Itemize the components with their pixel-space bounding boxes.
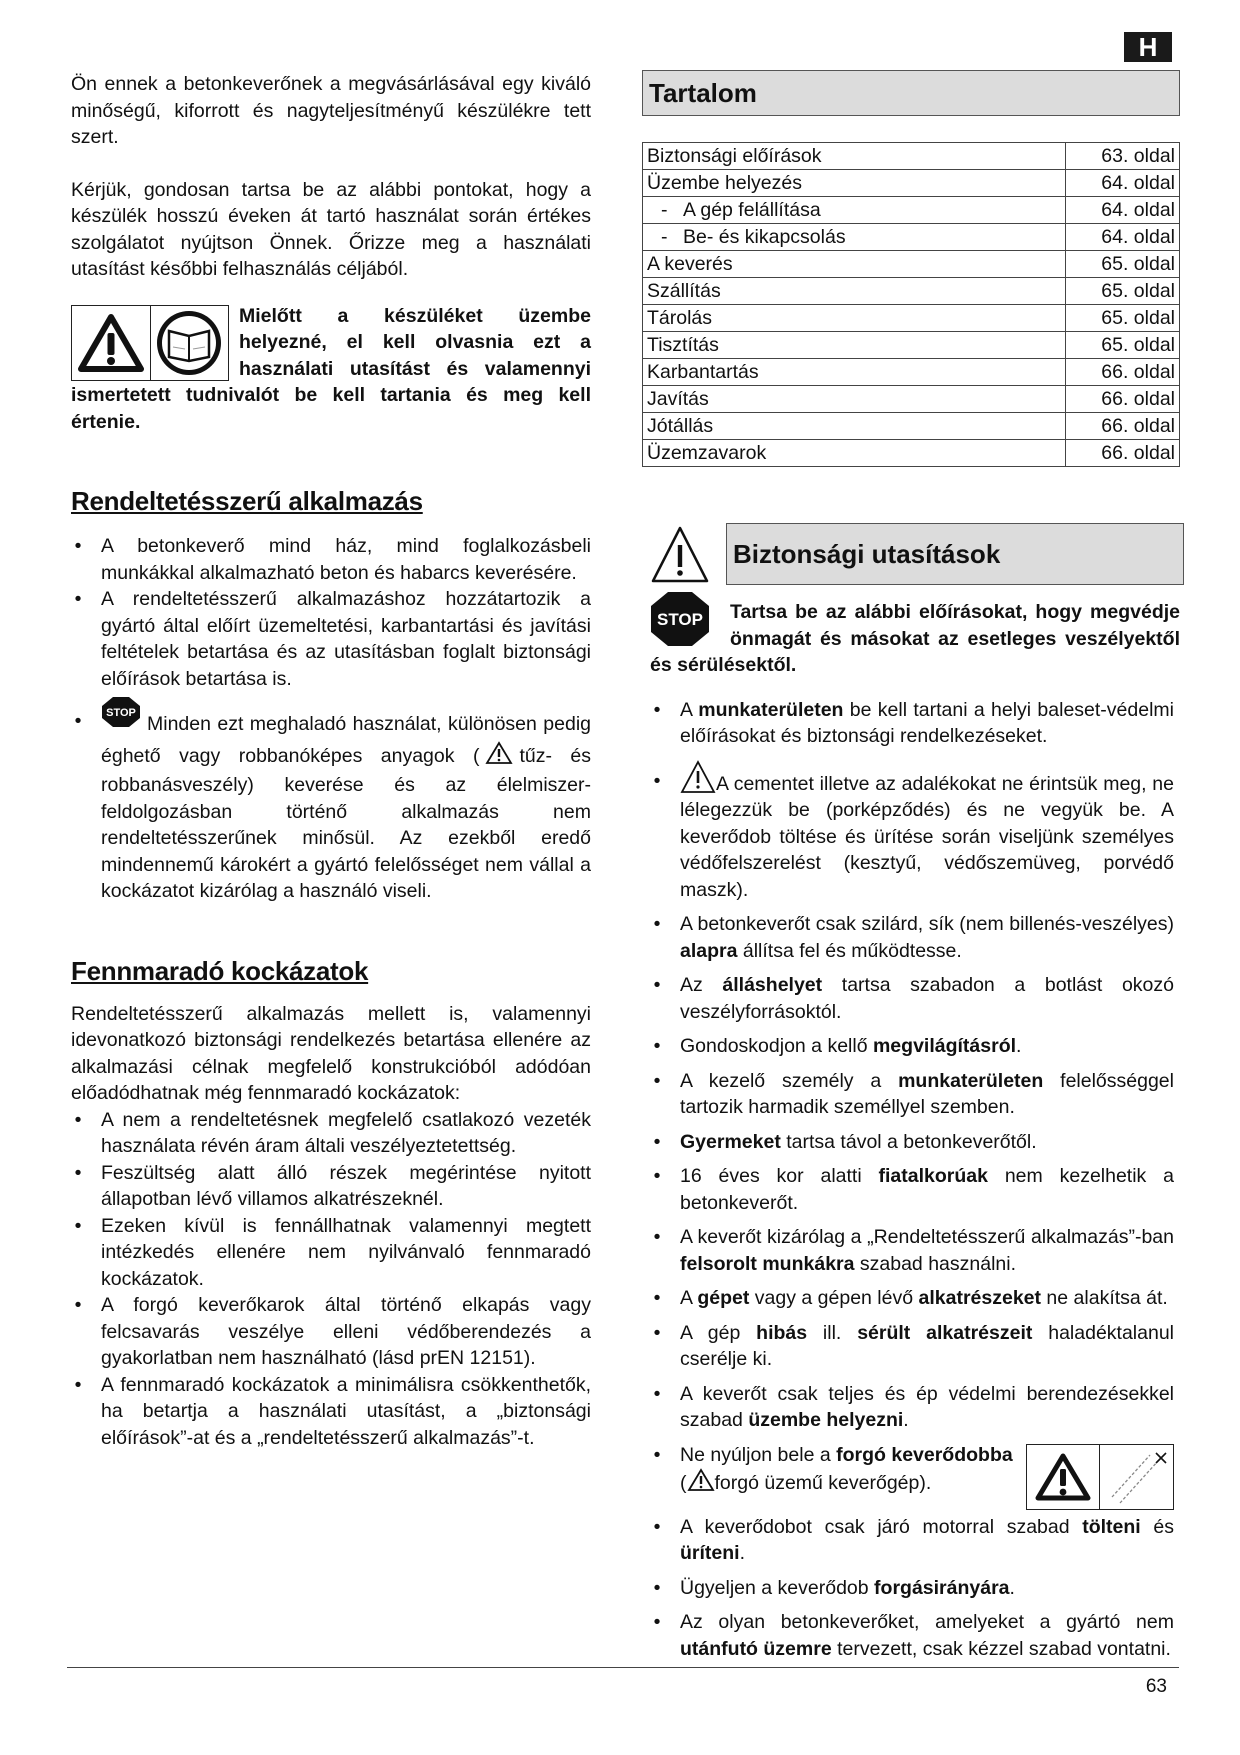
toc-row	[643, 332, 1180, 359]
toc-entry-label: Tisztítás	[643, 332, 1066, 359]
toc-entry-page: 65. oldal	[1066, 278, 1180, 305]
read-manual-icon	[151, 306, 229, 380]
list-item: • A keverőt kizárólag a „Rendeltetésszerű alkalmazás”-ban felsorolt munkákra szabad használni.	[653, 1226, 1174, 1275]
left-column	[71, 71, 591, 1451]
toc-row	[643, 440, 1180, 467]
toc-entry-label: Karbantartás	[643, 359, 1066, 386]
page-number: 63	[1145, 1676, 1167, 1697]
toc-entry-page: 65. oldal	[1066, 305, 1180, 332]
toc-row	[643, 278, 1180, 305]
intended-use-heading: Rendeltetésszerű alkalmazás	[71, 486, 423, 516]
toc-heading: Tartalom	[642, 70, 1180, 116]
toc-row	[643, 413, 1180, 440]
list-item: • Ezeken kívül is fennállhatnak valamennyi megtett intézkedés ellenére nem nyilvánvaló fennmaradó kockázatok.	[74, 1214, 591, 1290]
list-item: • A gépet vagy a gépen lévő alkatrészeket ne alakítsa át.	[653, 1287, 1168, 1309]
intended-use-list	[71, 533, 591, 905]
toc-entry-page: 66. oldal	[1066, 440, 1180, 467]
toc-entry-page: 64. oldal	[1066, 224, 1180, 251]
list-item: • A nem a rendeltetésnek megfelelő csatlakozó vezeték használata révén áram általi veszélyeztetettség.	[74, 1108, 591, 1157]
warning-triangle-icon	[650, 525, 710, 585]
rotating-drum-warning-box	[1026, 1444, 1174, 1510]
hand-in-drum-icon	[1100, 1445, 1173, 1509]
list-item: • Feszültség alatt álló részek megérintése nyitott állapotban lévő villamos alkatrészeknél.	[74, 1161, 591, 1210]
warning-triangle-icon	[485, 741, 513, 765]
toc-row	[643, 359, 1180, 386]
list-item: • A munkaterületen be kell tartani a helyi baleset-védelmi előírásokat és biztonsági rendelkezéseket.	[653, 698, 1174, 747]
residual-risks-list	[71, 1107, 591, 1452]
list-item: • A betonkeverő mind ház, mind foglalkozásbeli munkákkal alkalmazható beton és habarcs keverésére.	[74, 535, 591, 584]
warning-triangle-icon	[72, 306, 151, 380]
toc-entry-page: 66. oldal	[1066, 386, 1180, 413]
warning-block	[71, 303, 591, 436]
stop-notice	[642, 599, 1180, 679]
stop-icon	[650, 591, 710, 647]
list-item: • Ügyeljen a keverődob forgásirányára.	[653, 1576, 1015, 1599]
toc-entry-page: 63. oldal	[1066, 143, 1180, 170]
toc-row	[643, 386, 1180, 413]
language-badge: H	[1124, 32, 1172, 62]
toc-table	[642, 142, 1180, 467]
toc-entry-label: Javítás	[643, 386, 1066, 413]
list-item: • 16 éves kor alatti fiatalkorúak nem kezelhetik a betonkeverőt.	[653, 1165, 1174, 1214]
safety-section	[642, 523, 1180, 587]
list-item: • A rendeltetésszerű alkalmazáshoz hozzátartozik a gyártó által előírt üzemeltetési, karbantartási és javítási feltételek betartása és az utasításban foglalt biztonsági előírások betartása is.	[74, 588, 591, 690]
toc-entry-label: A keverés	[643, 251, 1066, 278]
residual-risks-intro: Rendeltetésszerű alkalmazás mellett is, valamennyi idevonatkozó biztonsági rendelkezés betartása ellenére az alkalmazási célnak megfelelő konstrukcióból adódóan előadódhatnak még fennmaradó kockázatok:	[71, 1002, 591, 1104]
list-item: • A betonkeverőt csak szilárd, sík (nem billenés-veszélyes) alapra állítsa fel és működtesse.	[653, 913, 1174, 962]
toc-entry-label: - A gép felállítása	[643, 197, 1066, 224]
toc-entry-label: - Be- és kikapcsolás	[643, 224, 1066, 251]
svg-text:STOP: STOP	[657, 610, 703, 629]
right-column	[642, 70, 1180, 1662]
toc-entry-label: Biztonsági előírások	[643, 143, 1066, 170]
list-item: • A cementet illetve az adalékokat ne érintsük meg, ne lélegezzük be (porképződés) és ne vegyük be. A keverődob töltése és ürítése során viseljünk személyes védőfelszerelést (kesztyű, védőszemüveg, porvédő maszk).	[650, 760, 1174, 904]
list-item: • Az olyan betonkeverőket, amelyeket a gyártó nem utánfutó üzemre tervezett, csak kézzel szabad vontatni.	[653, 1611, 1174, 1660]
toc-entry-page: 64. oldal	[1066, 170, 1180, 197]
warning-triangle-icon	[680, 760, 716, 794]
toc-row	[643, 143, 1180, 170]
stop-icon	[101, 696, 141, 728]
toc-entry-label: Üzembe helyezés	[643, 170, 1066, 197]
warning-read-manual-text: Mielőtt a készüléket üzembe helyezné, el kell olvasnia ezt a használati utasítást és valamennyi ismertetett tudnivalót be kell tartania és meg kell értenie.	[71, 304, 591, 433]
toc-row	[643, 197, 1180, 224]
toc-entry-label: Jótállás	[643, 413, 1066, 440]
list-item: • A kezelő személy a munkaterületen felelősséggel tartozik harmadik személlyel szemben.	[653, 1069, 1174, 1118]
safety-heading: Biztonsági utasítások	[726, 523, 1184, 585]
toc-row	[643, 170, 1180, 197]
safety-list	[642, 697, 1174, 1663]
toc-entry-label: Üzemzavarok	[643, 440, 1066, 467]
toc-entry-page: 66. oldal	[1066, 359, 1180, 386]
residual-risks-heading: Fennmaradó kockázatok	[71, 955, 369, 986]
list-item: • Ne nyúljon bele a forgó keverődobba ( forgó üzemű keverőgép).	[650, 1442, 1174, 1506]
toc-entry-page: 64. oldal	[1066, 197, 1180, 224]
svg-text:STOP: STOP	[106, 707, 136, 719]
list-item: • A fennmaradó kockázatok a minimálisra csökkenthetők, ha betartja a használati utasítást, a „biztonsági előírások”-at és a „rendeltetésszerű alkalmazás”-t.	[74, 1373, 591, 1449]
list-item: • Az álláshelyet tartsa szabadon a botlást okozó veszélyforrásoktól.	[653, 974, 1174, 1023]
list-item: • Gyermeket tartsa távol a betonkeverőtől.	[653, 1130, 1037, 1153]
toc-entry-page: 65. oldal	[1066, 332, 1180, 359]
toc-row	[643, 305, 1180, 332]
list-item: • A keverődobot csak járó motorral szabad tölteni és üríteni.	[653, 1515, 1174, 1564]
stop-notice-text: Tartsa be az alábbi előírásokat, hogy megvédje önmagát és másokat az esetleges veszélyektől és sérülésektől.	[650, 601, 1180, 676]
toc-entry-label: Szállítás	[643, 278, 1066, 305]
intro-paragraph-2: Kérjük, gondosan tartsa be az alábbi pontokat, hogy a készülék hosszú éveken át tartó használat során értékes szolgálatot nyújtson Önnek. Őrizze meg a használati utasítást későbbi felhasználás céljából.	[71, 178, 591, 280]
toc-row	[643, 251, 1180, 278]
list-item: • A keverőt csak teljes és ép védelmi berendezésekkel szabad üzembe helyezni.	[653, 1382, 1174, 1431]
footer-divider	[67, 1667, 1179, 1668]
toc-row	[643, 224, 1180, 251]
list-item: • A gép hibás ill. sérült alkatrészeit haladéktalanul cserélje ki.	[653, 1321, 1175, 1370]
warning-icons-box	[71, 305, 229, 381]
warning-triangle-icon	[687, 1468, 715, 1492]
toc-entry-label: Tárolás	[643, 305, 1066, 332]
toc-entry-page: 65. oldal	[1066, 251, 1180, 278]
list-item: • Gondoskodjon a kellő megvilágításról.	[653, 1035, 1022, 1057]
list-item: • STOP Minden ezt meghaladó használat, különösen pedig éghető vagy robbanóképes anyagok ( tűz- és robbanásveszély) keverése és az élelmiszer-feldolgozásban történő alkalmazás nem rendeltetésszerűnek minősül. Az ezekből eredő mindennemű károkért a gyártó felelősséget nem vállal a kockázatot kizárólag a használó viseli.	[71, 696, 591, 905]
toc-entry-page: 66. oldal	[1066, 413, 1180, 440]
intro-paragraph-1: Ön ennek a betonkeverőnek a megvásárlásával egy kiváló minőségű, kiforrott és nagyteljesítményű készülékre tett szert.	[71, 73, 591, 148]
warning-triangle-icon	[1027, 1445, 1100, 1509]
list-item: • A forgó keverőkarok által történő elkapás vagy felcsavarás veszélye elleni védőberendezés a gyakorlatban nem használható (lásd prEN 12151).	[74, 1294, 591, 1369]
